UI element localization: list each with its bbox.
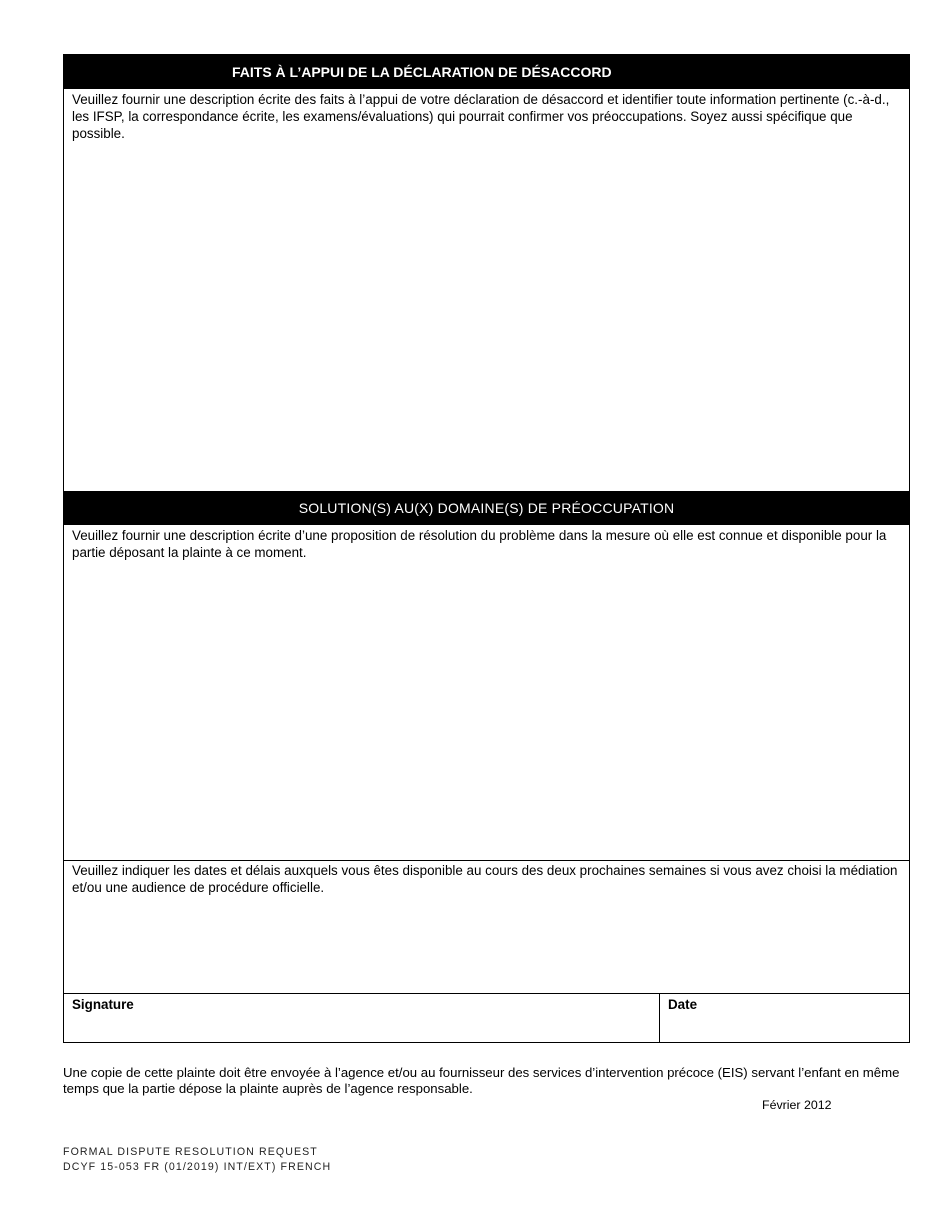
- footer-form-title: FORMAL DISPUTE RESOLUTION REQUEST: [63, 1146, 318, 1158]
- facts-section-header: FAITS À L’APPUI DE LA DÉCLARATION DE DÉSACCORD: [64, 55, 909, 89]
- solutions-section-header: SOLUTION(S) AU(X) DOMAINE(S) DE PRÉOCCUPATION: [64, 491, 909, 525]
- dispute-form: [63, 54, 910, 1043]
- footer-form-number: DCYF 15-053 FR (01/2019) INT/EXT) FRENCH: [63, 1161, 332, 1173]
- form-footer: [63, 1145, 331, 1175]
- facts-text-area[interactable]: [64, 89, 909, 491]
- signature-field[interactable]: [64, 994, 660, 1042]
- date-field[interactable]: [660, 994, 909, 1042]
- availability-instructions: Veuillez indiquer les dates et délais auxquels vous êtes disponible au cours des deux prochaines semaines si vous avez choisi la médiation et/ou une audience de procédure officielle.: [72, 863, 898, 895]
- signature-row: [64, 994, 909, 1042]
- facts-instructions: Veuillez fournir une description écrite des faits à l’appui de votre déclaration de désaccord et identifier toute information pertinente (c.-à-d., les IFSP, la correspondance écrite, les examens/évaluations) qui pourrait confirmer vos préoccupations. Soyez aussi spécifique que possible.: [72, 92, 890, 141]
- copy-notice: Une copie de cette plainte doit être envoyée à l’agence et/ou au fournisseur des services d’intervention précoce (EIS) servant l’enfant en même temps que la partie dépose la plainte auprès de l’agence responsable.: [63, 1065, 900, 1096]
- date-label: Date: [668, 997, 698, 1012]
- signature-label: Signature: [72, 997, 134, 1012]
- availability-text-area[interactable]: [64, 861, 909, 994]
- revision-date: Février 2012: [762, 1098, 832, 1112]
- solutions-instructions: Veuillez fournir une description écrite d’une proposition de résolution du problème dans la mesure où elle est connue et disponible pour la partie déposant la plainte à ce moment.: [72, 528, 887, 560]
- solutions-text-area[interactable]: [64, 525, 909, 861]
